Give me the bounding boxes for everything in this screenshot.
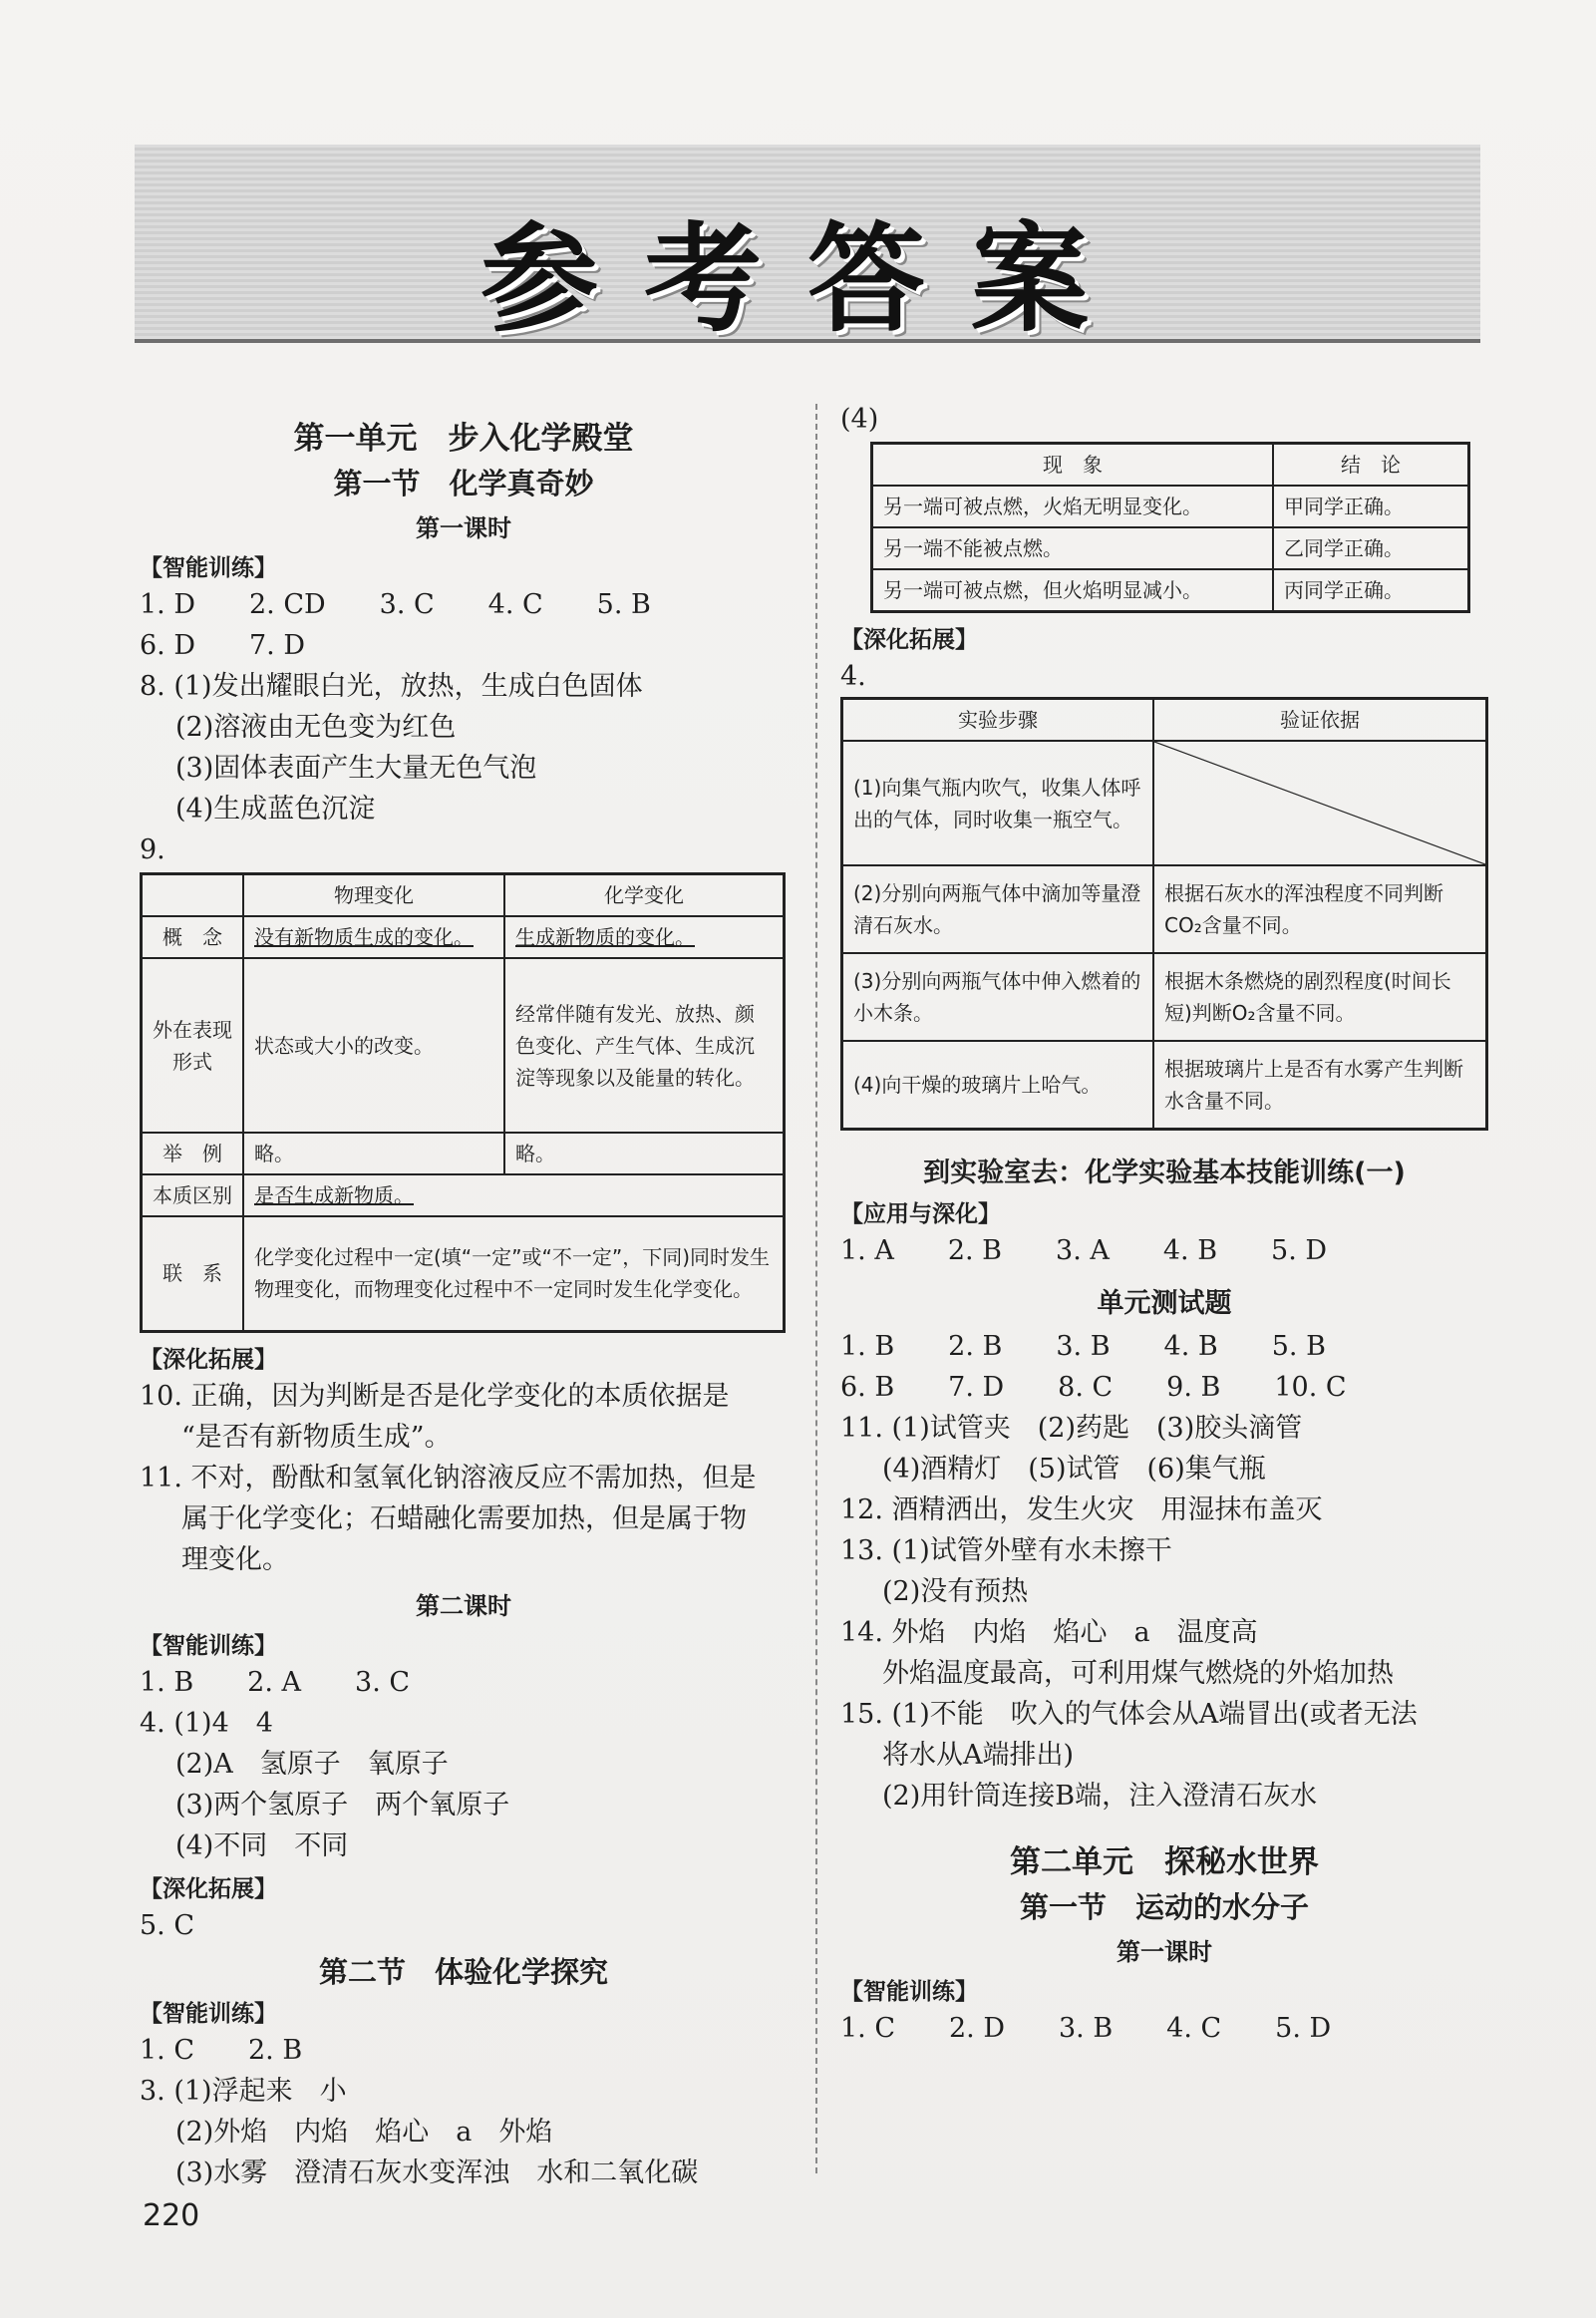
answer-line: 11. 不对，酚酞和氢氧化钠溶液反应不需加热，但是 [140, 1462, 757, 1493]
table-cell: 生成新物质的变化。 [504, 916, 785, 958]
diagonal-cell [1153, 741, 1487, 865]
section-label: 【深化拓展】 [140, 1346, 277, 1373]
table-cell: 另一端可被点燃，火焰无明显变化。 [872, 486, 1274, 527]
section-label: 【智能训练】 [140, 555, 277, 581]
diagonal-line [1154, 742, 1485, 864]
table-cell: 丙同学正确。 [1273, 569, 1469, 612]
table-cell: 乙同学正确。 [1273, 527, 1469, 569]
table-cell: 经常伴随有发光、放热、颜色变化、产生气体、生成沉淀等现象以及能量的转化。 [504, 958, 785, 1133]
page-number: 220 [143, 2198, 200, 2233]
experiment-table [840, 697, 1488, 1131]
answer-line: (4) [840, 404, 879, 435]
table-cell: 根据玻璃片上是否有水雾产生判断水含量不同。 [1153, 1041, 1487, 1129]
table-cell: (4)向干燥的玻璃片上哈气。 [842, 1041, 1154, 1129]
row-label: 本质区别 [142, 1174, 244, 1216]
answer-line: 6. D 7. D [140, 630, 305, 661]
table-cell: 甲同学正确。 [1273, 486, 1469, 527]
comparison-table [140, 872, 786, 1333]
answer-line: 13. (1)试管外壁有水未擦干 [840, 1534, 1172, 1566]
table-cell: 略。 [243, 1133, 504, 1174]
phenomenon-table [870, 442, 1470, 613]
answer-line: 1. B 2. A 3. C [140, 1666, 411, 1698]
section-title: 第二节 体验化学探究 [318, 1954, 608, 1989]
section-label: 【智能训练】 [140, 1632, 277, 1659]
row-label: 外在表现形式 [142, 958, 244, 1133]
table-header: 物理变化 [243, 874, 504, 917]
answer-line: 1. A 2. B 3. A 4. B 5. D [840, 1234, 1328, 1266]
lab-title: 到实验室去：化学实验基本技能训练(一) [923, 1157, 1406, 1188]
table-cell: 根据石灰水的浑浊程度不同判断CO₂含量不同。 [1153, 865, 1487, 953]
section-label: 【深化拓展】 [140, 1875, 277, 1902]
answer-line: 10. 正确，因为判断是否是化学变化的本质依据是 [140, 1380, 730, 1412]
answer-line: “是否有新物质生成”。 [181, 1421, 452, 1453]
answer-line: 9. [140, 834, 165, 865]
answer-line: 1. B 2. B 3. B 4. B 5. B [840, 1330, 1326, 1362]
row-label: 概 念 [142, 916, 244, 958]
answer-line: 外焰温度最高，可利用煤气燃烧的外焰加热 [882, 1657, 1394, 1689]
answer-line: 3. (1)浮起来 小 [140, 2075, 347, 2107]
table-header: 验证依据 [1153, 699, 1487, 742]
answer-line: (2)A 氢原子 氧原子 [175, 1748, 449, 1780]
answer-line: 11. (1)试管夹 (2)药匙 (3)胶头滴管 [840, 1412, 1303, 1444]
answer-line: (4)不同 不同 [175, 1829, 349, 1861]
answer-line: (2)没有预热 [882, 1575, 1029, 1607]
answer-line: (4)酒精灯 (5)试管 (6)集气瓶 [882, 1453, 1266, 1485]
right-column [840, 399, 1488, 2193]
title-banner [135, 145, 1480, 348]
answer-line: (2)用针筒连接B端，注入澄清石灰水 [882, 1780, 1318, 1812]
answer-line: 8. (1)发出耀眼白光，放热，生成白色固体 [140, 671, 643, 702]
answer-line: 4. [840, 661, 866, 692]
table-cell: (2)分别向两瓶气体中滴加等量澄清石灰水。 [842, 865, 1154, 953]
lesson-title: 第一课时 [1117, 1937, 1212, 1966]
column-divider [815, 404, 817, 2173]
page-title: 参考答案 [479, 210, 1134, 348]
answer-line: 理变化。 [181, 1543, 289, 1575]
answer-line: 4. (1)4 4 [140, 1707, 273, 1739]
answer-line: 15. (1)不能 吹入的气体会从A端冒出(或者无法 [840, 1698, 1418, 1730]
table-cell: (3)分别向两瓶气体中伸入燃着的小木条。 [842, 953, 1154, 1041]
section-label: 【深化拓展】 [840, 627, 978, 653]
table-cell [142, 874, 244, 917]
section-title: 第一节 运动的水分子 [1019, 1889, 1309, 1924]
answer-line: 14. 外焰 内焰 焰心 a 温度高 [840, 1616, 1258, 1648]
table-cell: 是否生成新物质。 [243, 1174, 785, 1216]
table-cell: 另一端不能被点燃。 [872, 527, 1274, 569]
answer-line: (2)溶液由无色变为红色 [175, 712, 457, 743]
lesson-title: 第二课时 [416, 1591, 511, 1620]
unit-title: 第一单元 步入化学殿堂 [293, 421, 634, 457]
table-cell: 状态或大小的改变。 [243, 958, 504, 1133]
answer-line: (3)水雾 澄清石灰水变浑浊 水和二氧化碳 [175, 2156, 699, 2188]
answer-line: 1. C 2. D 3. B 4. C 5. D [840, 2012, 1332, 2044]
answer-line: 1. D 2. CD 3. C 4. C 5. B [140, 589, 651, 620]
answer-line: 12. 酒精洒出，发生火灾 用湿抹布盖灭 [840, 1493, 1323, 1525]
answer-line: (2)外焰 内焰 焰心 a 外焰 [175, 2116, 553, 2148]
unit-title: 第二单元 探秘水世界 [1010, 1843, 1319, 1880]
table-cell: (1)向集气瓶内吹气，收集人体呼出的气体，同时收集一瓶空气。 [842, 741, 1154, 865]
answer-line: (3)固体表面产生大量无色气泡 [175, 753, 537, 784]
row-label: 举 例 [142, 1133, 244, 1174]
row-label: 联 系 [142, 1216, 244, 1331]
section-label: 【应用与深化】 [840, 1200, 1001, 1227]
answer-line: 将水从A端排出) [882, 1739, 1075, 1771]
answer-line: 6. B 7. D 8. C 9. B 10. C [840, 1371, 1347, 1403]
section-title: 第一节 化学真奇妙 [333, 467, 594, 500]
table-cell: 另一端可被点燃，但火焰明显减小。 [872, 569, 1274, 612]
answer-line: 属于化学变化；石蜡融化需要加热，但是属于物 [181, 1502, 747, 1534]
table-header: 化学变化 [504, 874, 785, 917]
table-cell: 没有新物质生成的变化。 [243, 916, 504, 958]
section-label: 【智能训练】 [840, 1978, 978, 2005]
lesson-title: 第一课时 [416, 514, 511, 542]
table-cell: 化学变化过程中一定(填“一定”或“不一定”，下同)同时发生物理变化，而物理变化过程中不一定同时发生化学变化。 [243, 1216, 785, 1331]
answer-line: (4)生成蓝色沉淀 [175, 794, 376, 825]
table-cell: 根据木条燃烧的剧烈程度(时间长短)判断O₂含量不同。 [1153, 953, 1487, 1041]
test-title: 单元测试题 [1097, 1287, 1232, 1319]
answer-line: 1. C 2. B [140, 2034, 303, 2066]
left-column [140, 399, 788, 2193]
table-header: 实验步骤 [842, 699, 1154, 742]
answer-line: (3)两个氢原子 两个氧原子 [175, 1789, 510, 1821]
answer-line: 5. C [140, 1909, 195, 1941]
table-cell: 略。 [504, 1133, 785, 1174]
section-label: 【智能训练】 [140, 2000, 277, 2027]
table-header: 结 论 [1273, 444, 1469, 487]
table-header: 现 象 [872, 444, 1274, 487]
